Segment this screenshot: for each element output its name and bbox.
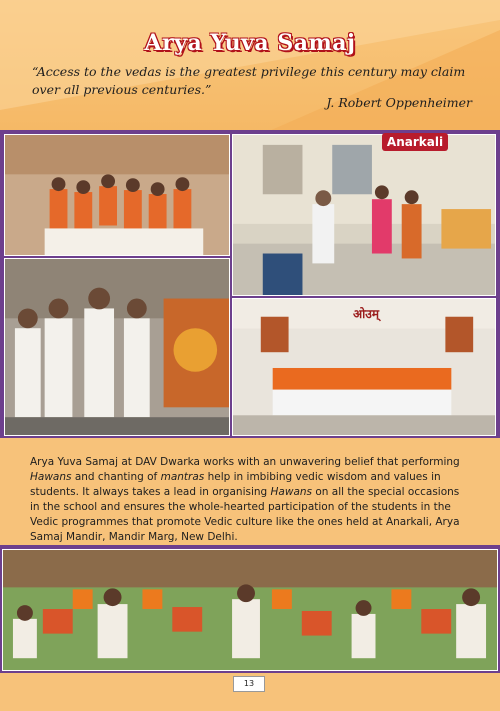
body-text-4: on all the special occasions in the school and ensures the whole-hearted participation of the students in the Vedic programmes that promote Vedic culture like the ones held at Anarkali, Arya Samaj Mandir, Mandir Marg, New Delhi. — [30, 486, 460, 543]
hawan-ceremony-photo — [2, 549, 498, 671]
body-hawans-1: Hawans — [30, 471, 72, 483]
quote-text: “Access to the vedas is the greatest privilege this century may claim over all previous centuries.” — [32, 64, 466, 97]
body-paragraph — [30, 455, 472, 545]
body-mantras: mantras — [160, 471, 205, 483]
banner-om-text: ओउम् — [352, 307, 380, 321]
body-text-2: and chanting of — [71, 471, 161, 483]
quote-author: J. Robert Oppenheimer — [326, 95, 472, 110]
page-number: 13 — [233, 676, 265, 692]
page-title: Arya Yuva Samaj — [144, 30, 356, 56]
guests-with-students-photo — [4, 258, 230, 436]
anarkali-event-photo — [232, 134, 496, 296]
students-group-photo — [4, 134, 230, 256]
body-text-3: help in imbibing vedic wisdom and values in students. It always takes a lead in organising — [30, 471, 441, 498]
place-tag-anarkali: Anarkali — [382, 133, 448, 151]
body-text-1: Arya Yuva Samaj at DAV Dwarka works with an unwavering belief that performing — [30, 456, 460, 468]
body-hawans-2: Hawans — [270, 486, 313, 498]
